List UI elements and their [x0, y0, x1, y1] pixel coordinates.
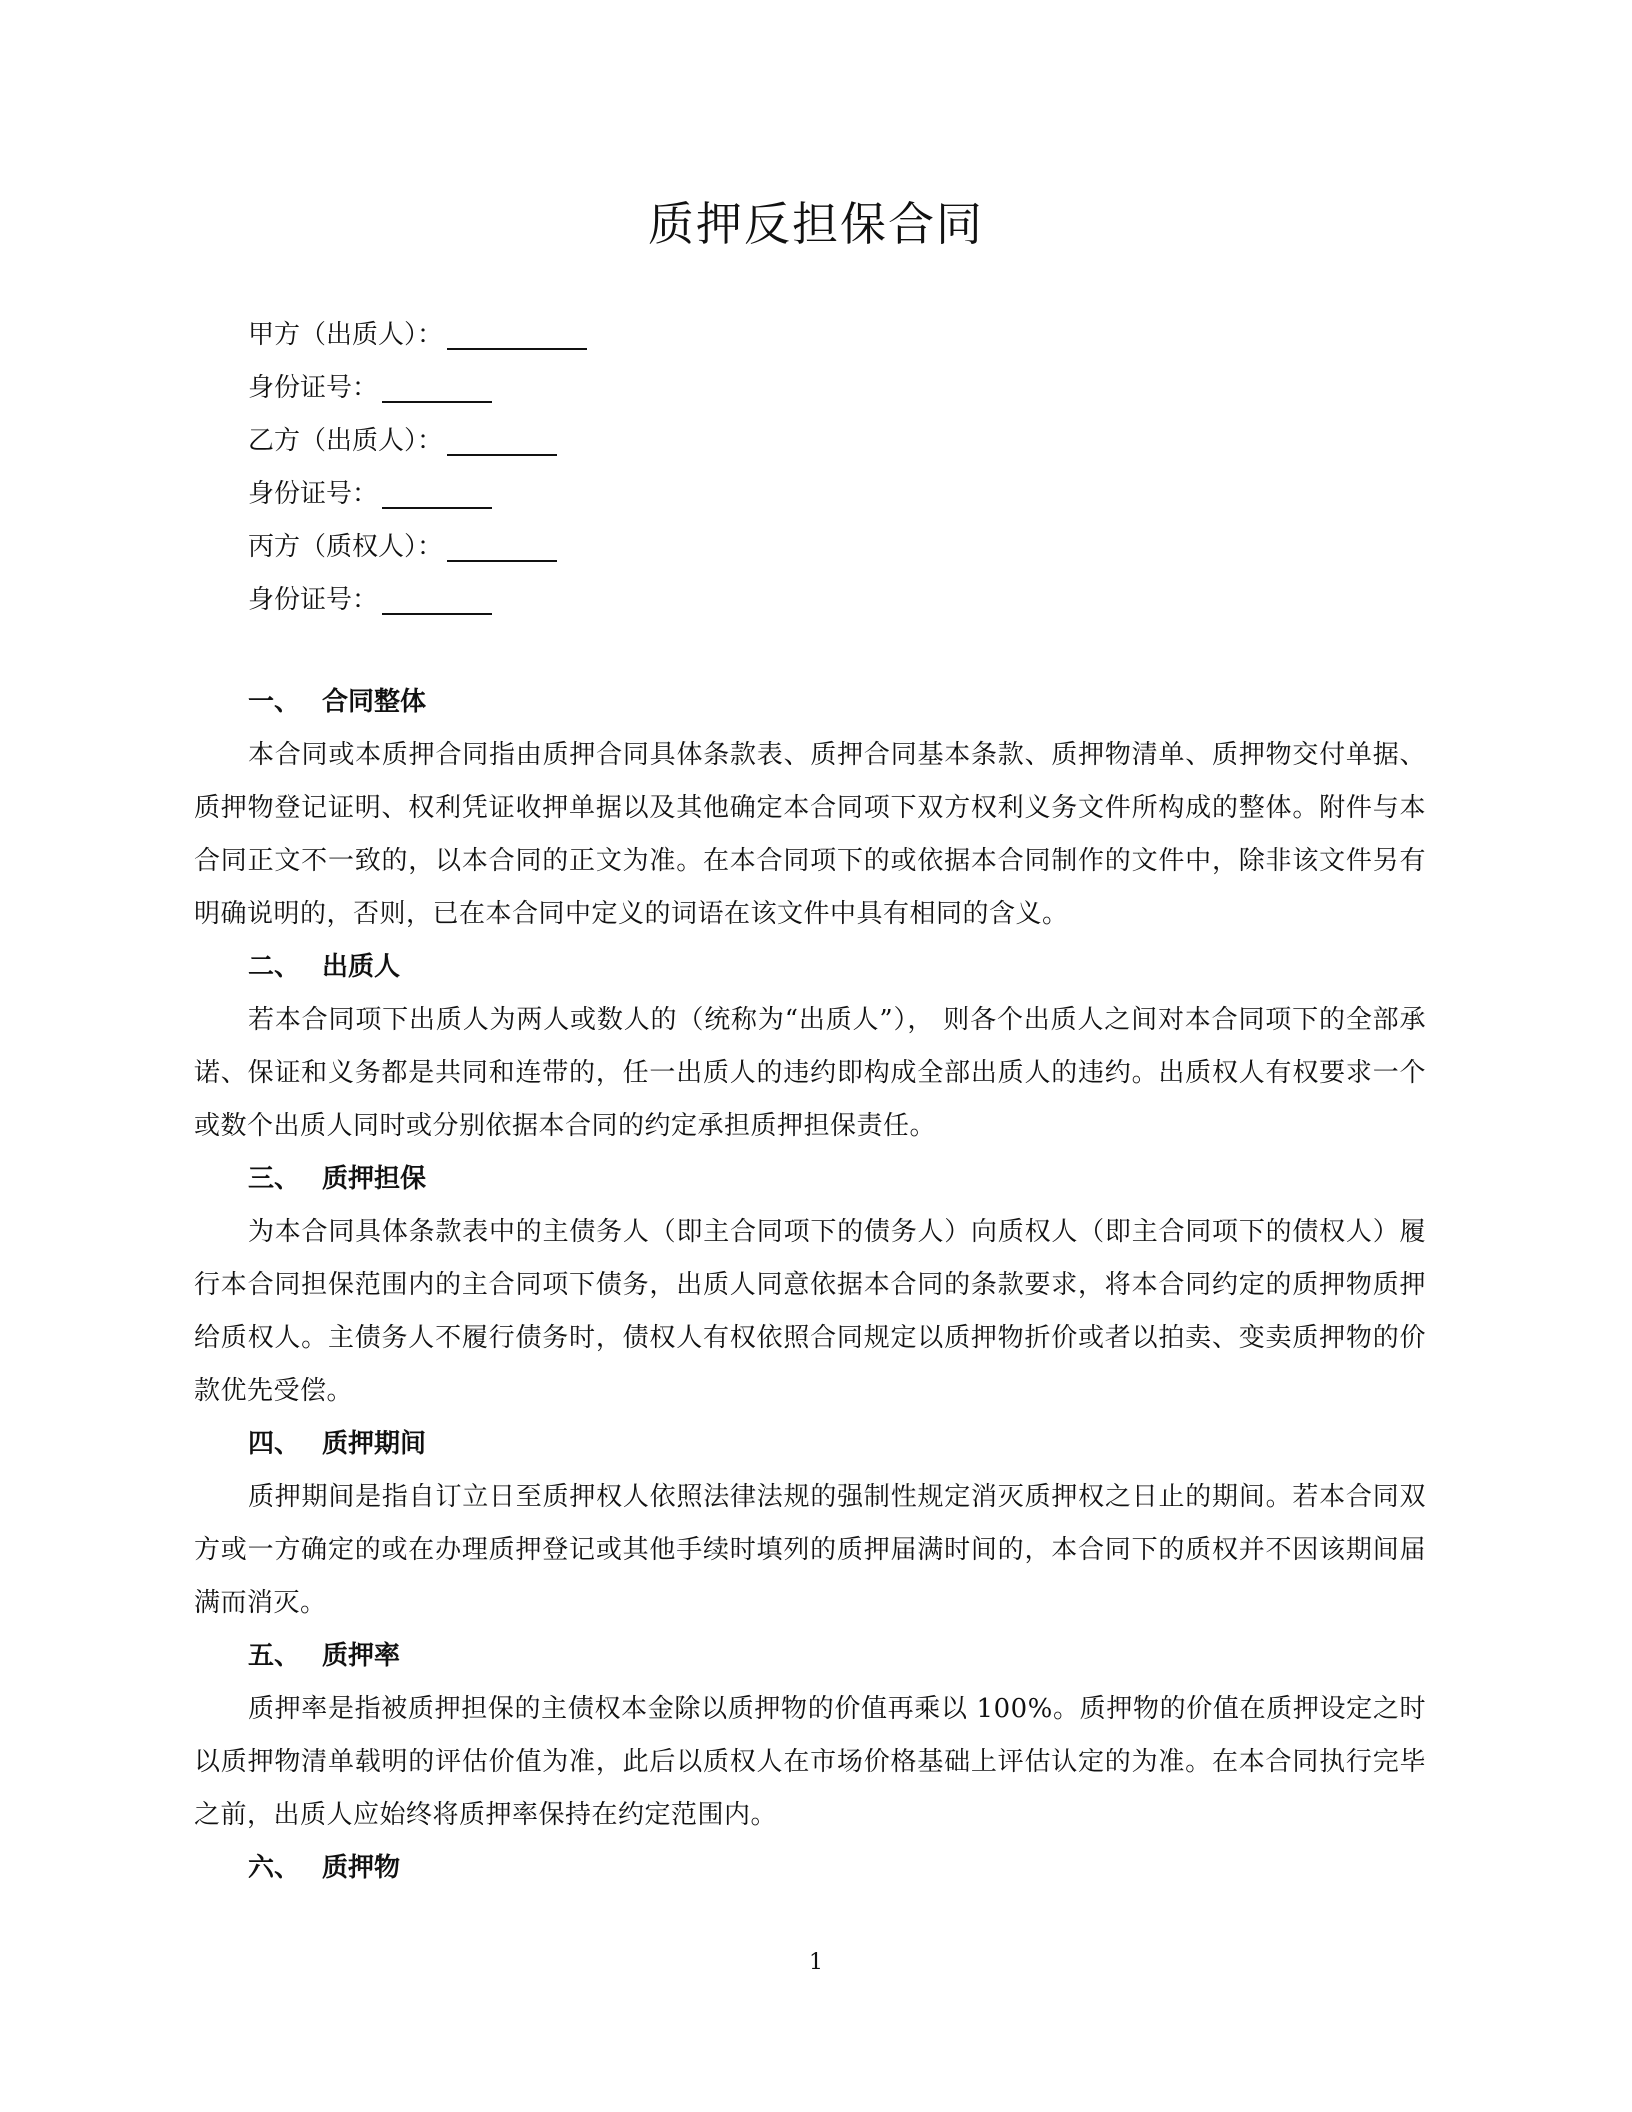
section-number: 二、 [248, 952, 301, 982]
section-title: 质押物 [322, 1853, 401, 1883]
party-b-blank [447, 426, 557, 456]
party-a-blank [447, 320, 587, 350]
document-title: 质押反担保合同 [648, 197, 984, 251]
parties-block [248, 308, 1448, 626]
party-a-id-label: 身份证号： [248, 372, 379, 403]
section-number: 五、 [248, 1641, 301, 1671]
party-b-id-row [248, 467, 1448, 520]
party-b-label: 乙方（出质人）： [248, 425, 444, 456]
party-c-row [248, 520, 1448, 573]
section-title: 出质人 [322, 952, 401, 982]
section-heading [194, 676, 1426, 729]
party-c-blank [447, 532, 557, 562]
contract-body [194, 676, 1426, 1895]
party-a-label: 甲方（出质人）： [248, 319, 444, 350]
section-heading [194, 1418, 1426, 1471]
party-a-id-blank [382, 373, 492, 403]
page-number: 1 [809, 1950, 823, 1975]
party-b-id-label: 身份证号： [248, 478, 379, 509]
section-title: 质押期间 [322, 1429, 427, 1459]
section-heading [194, 1842, 1426, 1895]
party-a-id-row [248, 361, 1448, 414]
section-paragraph: 质押期间是指自订立日至质押权人依照法律法规的强制性规定消灭质押权之日止的期间。若本合同双方或一方确定的或在办理质押登记或其他手续时填列的质押届满时间的，本合同下的质权并不因该期间届满而消灭。 [194, 1482, 1426, 1618]
section-number: 一、 [248, 687, 301, 717]
party-c-id-label: 身份证号： [248, 584, 379, 615]
party-c-id-row [248, 573, 1448, 626]
party-a-row [248, 308, 1448, 361]
section-paragraph: 本合同或本质押合同指由质押合同具体条款表、质押合同基本条款、质押物清单、质押物交付单据、质押物登记证明、权利凭证收押单据以及其他确定本合同项下双方权利义务文件所构成的整体。附件与本合同正文不一致的，以本合同的正文为准。在本合同项下的或依据本合同制作的文件中，除非该文件另有明确说明的，否则，已在本合同中定义的词语在该文件中具有相同的含义。 [194, 740, 1426, 929]
section-heading [194, 1630, 1426, 1683]
party-b-id-blank [382, 479, 492, 509]
section-number: 三、 [248, 1164, 301, 1194]
party-c-label: 丙方（质权人）： [248, 531, 444, 562]
section-title: 质押率 [322, 1641, 401, 1671]
party-b-row [248, 414, 1448, 467]
section-heading [194, 1153, 1426, 1206]
section-title: 合同整体 [322, 687, 427, 717]
section-title: 质押担保 [322, 1164, 427, 1194]
party-c-id-blank [382, 585, 492, 615]
section-paragraph: 若本合同项下出质人为两人或数人的（统称为“出质人”）， 则各个出质人之间对本合同项下的全部承诺、保证和义务都是共同和连带的，任一出质人的违约即构成全部出质人的违约。出质权人有权要求一个或数个出质人同时或分别依据本合同的约定承担质押担保责任。 [194, 1005, 1426, 1141]
section-number: 六、 [248, 1853, 301, 1883]
section-heading [194, 941, 1426, 994]
section-paragraph: 质押率是指被质押担保的主债权本金除以质押物的价值再乘以 100%。质押物的价值在质押设定之时以质押物清单载明的评估价值为准，此后以质权人在市场价格基础上评估认定的为准。在本合同执行完毕之前，出质人应始终将质押率保持在约定范围内。 [194, 1694, 1426, 1830]
section-paragraph: 为本合同具体条款表中的主债务人（即主合同项下的债务人）向质权人（即主合同项下的债权人）履行本合同担保范围内的主合同项下债务，出质人同意依据本合同的条款要求，将本合同约定的质押物质押给质权人。主债务人不履行债务时，债权人有权依照合同规定以质押物折价或者以拍卖、变卖质押物的价款优先受偿。 [194, 1217, 1426, 1406]
section-number: 四、 [248, 1429, 301, 1459]
